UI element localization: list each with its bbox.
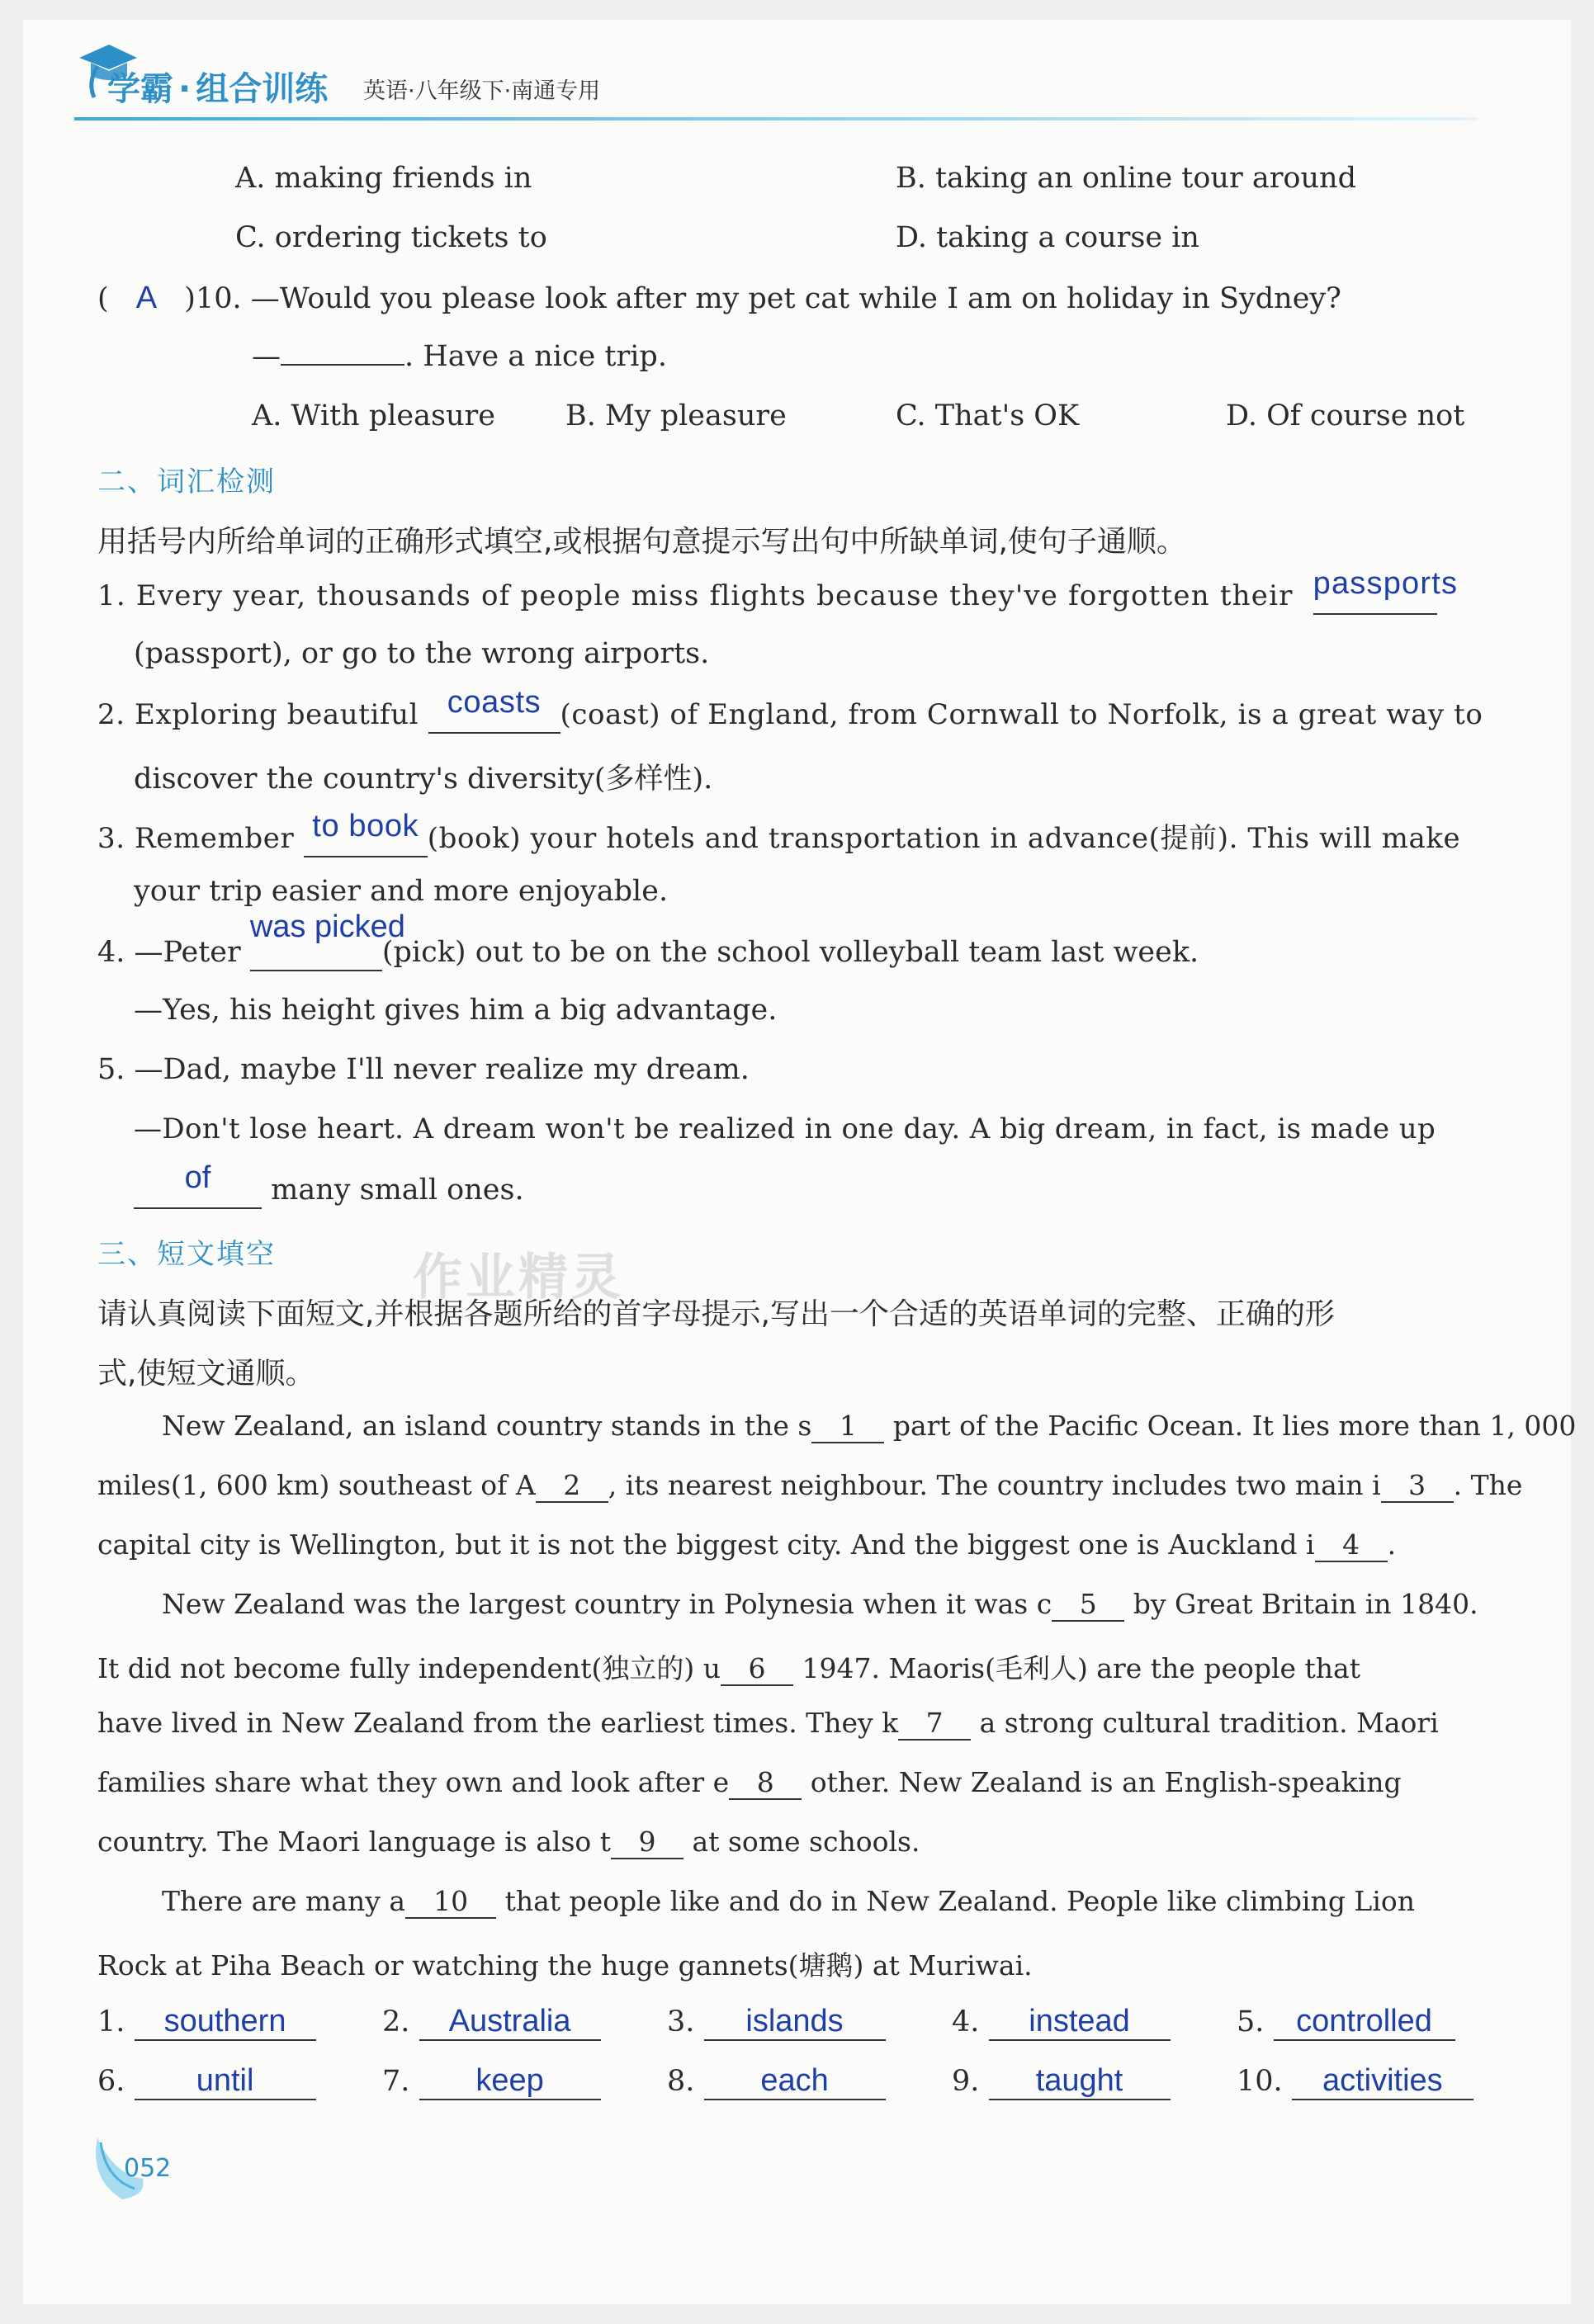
answer-blank[interactable]: coasts: [428, 697, 561, 734]
blank-7[interactable]: 7: [898, 1707, 971, 1741]
option-d: D. taking a course in: [896, 221, 1199, 254]
vocab-q4: 4. —Peter was picked(pick) out to be on the school volleyball team last week.: [97, 934, 1199, 971]
passage-line: It did not become fully independent(独立的) u 6 1947. Maoris(毛利人) are the people that: [97, 1652, 1360, 1684]
section-3-heading: 三、短文填空: [97, 1238, 276, 1271]
section-2-instruction: 用括号内所给单词的正确形式填空,或根据句意提示写出句中所缺单词,使句子通顺。: [97, 525, 1186, 559]
vocab-q1: 1. Every year, thousands of people miss flights because they've forgotten their passports: [97, 578, 1437, 615]
q10-reply: — . Have a nice trip.: [252, 340, 667, 373]
answer-blank[interactable]: was picked: [250, 934, 382, 971]
passage-line: New Zealand was the largest country in Polynesia when it was c 5 by Great Britain in 1840.: [162, 1588, 1478, 1620]
watermark: 作业精灵: [413, 1249, 624, 1306]
header-subtitle: 英语·八年级下·南通专用: [363, 78, 601, 104]
brand-title: 学霸 · 组合训练: [107, 70, 329, 108]
passage-line: families share what they own and look after e 8 other. New Zealand is an English-speaking: [97, 1766, 1402, 1798]
answer-blank[interactable]: to book: [304, 820, 428, 857]
blank-9[interactable]: 9: [611, 1826, 683, 1859]
blank-4[interactable]: 4: [1315, 1528, 1388, 1562]
blank-2[interactable]: 2: [536, 1469, 608, 1503]
q10-option-b: B. My pleasure: [565, 399, 787, 432]
answer-item: 10. activities: [1237, 2063, 1484, 2100]
answer-blank[interactable]: Australia: [419, 2004, 601, 2041]
question-10: ( A )10. —Would you please look after my pet cat while I am on holiday in Sydney?: [97, 281, 1341, 315]
blank-5[interactable]: 5: [1052, 1588, 1124, 1622]
answer-blank[interactable]: controlled: [1274, 2004, 1455, 2041]
option-b: B. taking an online tour around: [896, 162, 1356, 195]
section-3-instruction: 请认真阅读下面短文,并根据各题所给的首字母提示,写出一个合适的英语单词的完整、正确的形: [97, 1297, 1335, 1331]
answer-item: 2. Australia: [382, 2004, 667, 2041]
answer-row: [97, 2004, 1484, 2041]
answer-blank[interactable]: instead: [989, 2004, 1171, 2041]
answer-item: 5. controlled: [1237, 2004, 1484, 2041]
section-2-heading: 二、词汇检测: [97, 465, 276, 498]
answer-blank[interactable]: of: [134, 1172, 262, 1209]
answer-item: 7. keep: [382, 2063, 667, 2100]
answer-item: 6. until: [97, 2063, 382, 2100]
q10-option-c: C. That's OK: [896, 399, 1080, 432]
vocab-q2-cont: discover the country's diversity(多样性).: [134, 763, 713, 796]
answer-blank[interactable]: each: [704, 2063, 886, 2100]
answer-item: 4. instead: [952, 2004, 1237, 2041]
passage-line: miles(1, 600 km) southeast of A 2 , its nearest neighbour. The country includes two main i 3 . The: [97, 1469, 1523, 1501]
answer-blank[interactable]: until: [135, 2063, 316, 2100]
answer-blank[interactable]: islands: [704, 2004, 886, 2041]
answer-item: 8. each: [667, 2063, 952, 2100]
page-number: 052: [124, 2154, 172, 2183]
answer-item: 3. islands: [667, 2004, 952, 2041]
vocab-q4-reply: —Yes, his height gives him a big advantage.: [134, 994, 778, 1027]
vocab-q5-reply: —Don't lose heart. A dream won't be realized in one day. A big dream, in fact, is made up: [134, 1112, 1436, 1145]
passage-line: New Zealand, an island country stands in the s 1 part of the Pacific Ocean. It lies more than 1, 000: [162, 1410, 1577, 1442]
section-3-instruction-cont: 式,使短文通顺。: [97, 1357, 315, 1391]
option-a: A. making friends in: [235, 162, 532, 195]
passage-line: Rock at Piha Beach or watching the huge gannets(塘鹅) at Muriwai.: [97, 1949, 1033, 1982]
blank-10[interactable]: 10: [405, 1885, 496, 1919]
answer-blank[interactable]: taught: [989, 2063, 1171, 2100]
q10-answer: A: [135, 281, 158, 315]
q10-option-a: A. With pleasure: [252, 399, 495, 432]
vocab-q3: 3. Remember to book (book) your hotels and transportation in advance(提前). This will make: [97, 815, 1460, 857]
vocab-q3-cont: your trip easier and more enjoyable.: [134, 875, 669, 908]
vocab-q5-cont: of many small ones.: [134, 1172, 524, 1209]
option-c: C. ordering tickets to: [235, 221, 547, 254]
answer-blank[interactable]: [281, 364, 404, 366]
blank-8[interactable]: 8: [729, 1766, 802, 1800]
answer-blank[interactable]: passports: [1313, 578, 1437, 615]
passage-line: have lived in New Zealand from the earliest times. They k 7 a strong cultural tradition. Maori: [97, 1707, 1439, 1739]
answer-blank[interactable]: southern: [135, 2004, 316, 2041]
passage-line: There are many a 10 that people like and do in New Zealand. People like climbing Lion: [162, 1885, 1416, 1917]
blank-6[interactable]: 6: [721, 1652, 793, 1686]
answer-blank[interactable]: activities: [1292, 2063, 1473, 2100]
vocab-q5: 5. —Dad, maybe I'll never realize my dream.: [97, 1053, 750, 1086]
blank-3[interactable]: 3: [1381, 1469, 1454, 1503]
passage-line: capital city is Wellington, but it is not the biggest city. And the biggest one is Auckland i 4 .: [97, 1528, 1397, 1561]
q10-option-d: D. Of course not: [1226, 399, 1465, 432]
blank-1[interactable]: 1: [811, 1410, 884, 1443]
answer-item: 9. taught: [952, 2063, 1237, 2100]
vocab-q2: 2. Exploring beautiful coasts (coast) of England, from Cornwall to Norfolk, is a great way to: [97, 697, 1483, 734]
header-divider: [74, 117, 1478, 120]
passage-line: country. The Maori language is also t 9 at some schools.: [97, 1826, 920, 1858]
answer-blank[interactable]: keep: [419, 2063, 601, 2100]
vocab-q1-cont: (passport), or go to the wrong airports.: [134, 637, 710, 670]
answer-row: [97, 2063, 1484, 2100]
answer-item: 1. southern: [97, 2004, 382, 2041]
